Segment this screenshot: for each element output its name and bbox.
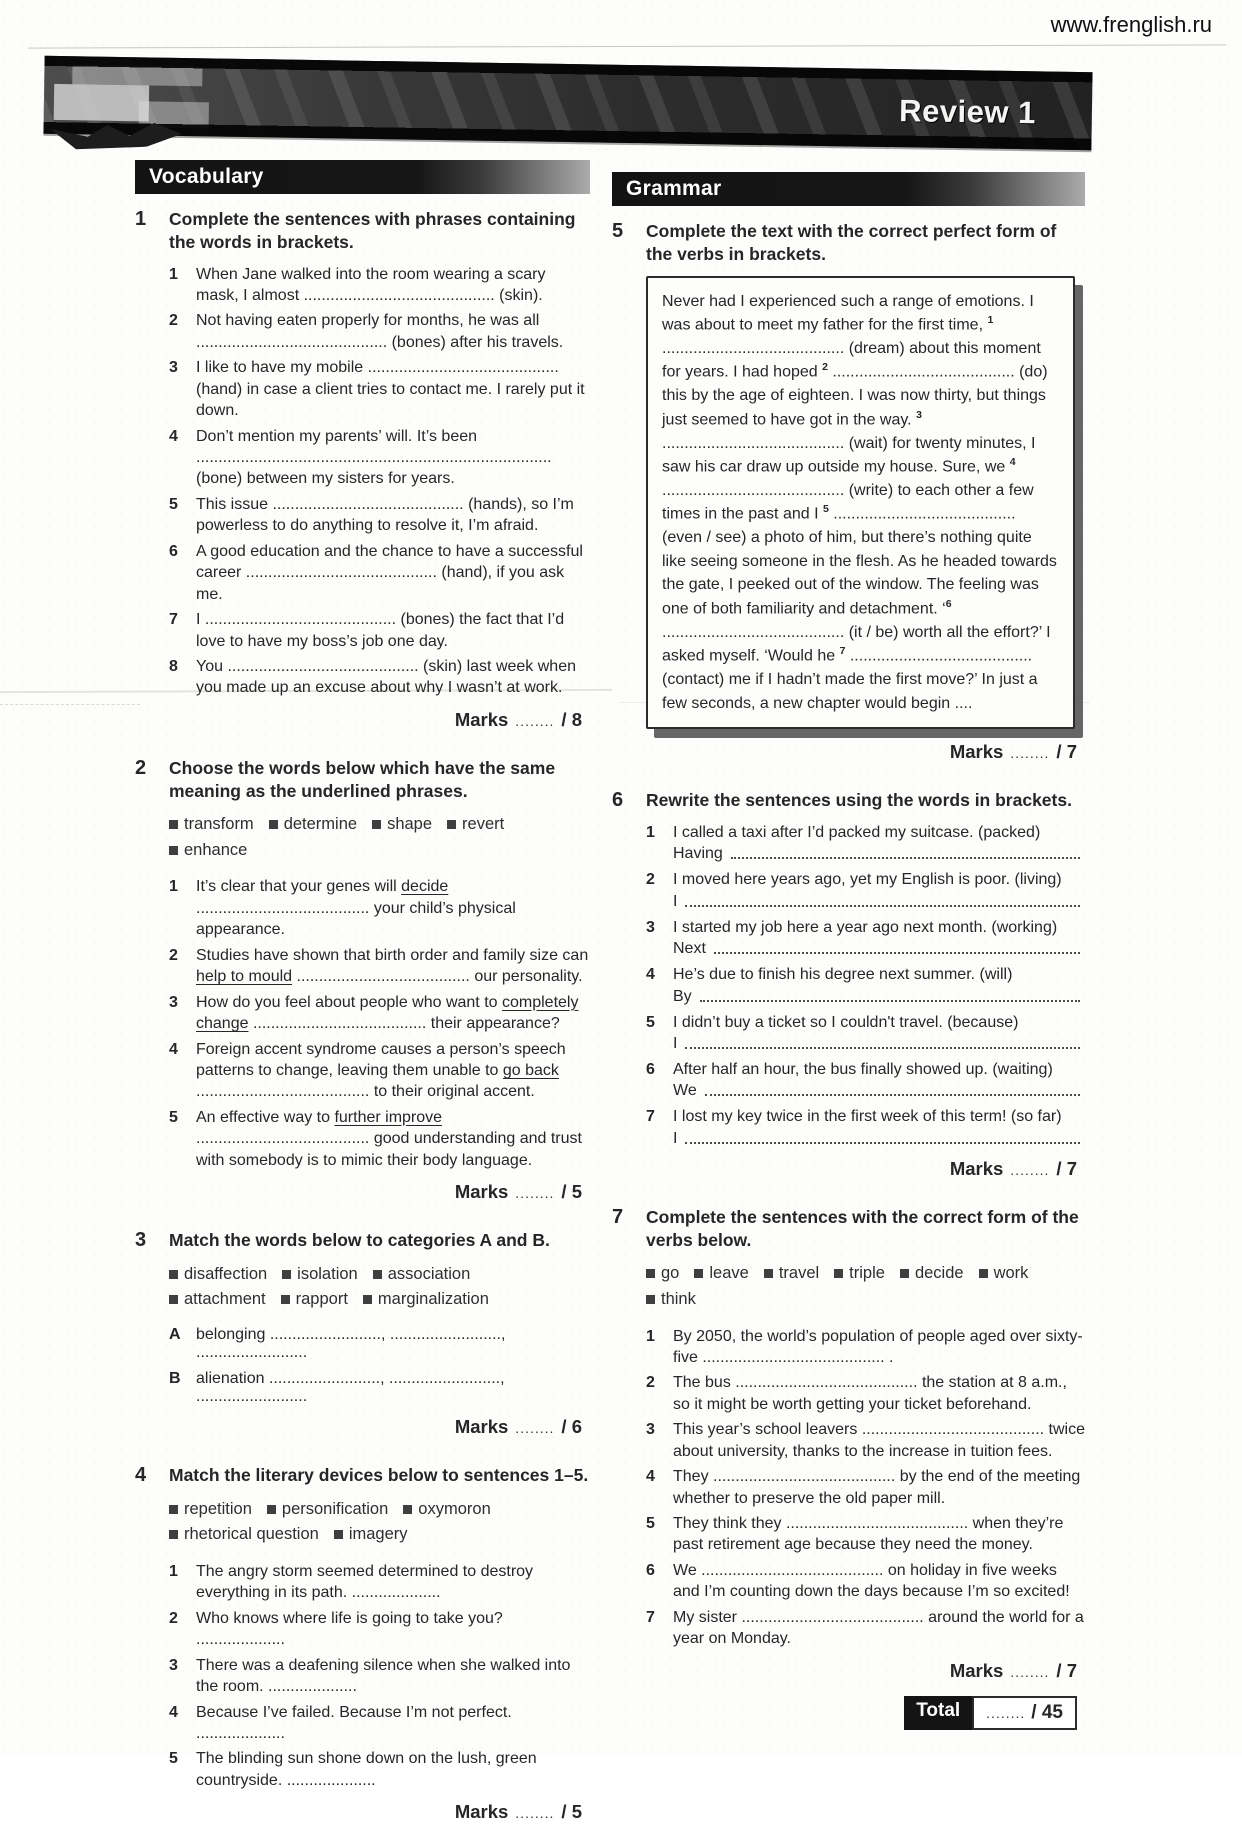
marks-row <box>169 709 582 731</box>
total-label: Total <box>904 1696 972 1730</box>
review-banner <box>43 56 1092 150</box>
word-chip-label: marginalization <box>377 1290 489 1309</box>
item-row <box>646 1466 1085 1509</box>
marks-label: Marks <box>454 1181 509 1203</box>
word-chip-label: decide <box>914 1264 964 1283</box>
item-number: 5 <box>169 1108 178 1126</box>
bullet-square-icon <box>834 1269 843 1278</box>
item-row <box>169 310 590 353</box>
grammar-column <box>612 160 1085 1825</box>
category-text: alienation ........................., ........................., ......................... <box>196 1370 505 1405</box>
gap-fill-text: Never had I experienced such a range of emotions. I was about to meet my father for the first time, $^1$ ......................................... (dream) about this moment for years. I had hoped $^2$ ......................................... (do) this by the age of eighteen. I was now thirty, but things just seemed to have got in the way. $^3$ ......................................... (wait) for twenty minutes, I saw his car draw up outside my house. Sure, we $^4$ ......................................... (write) to each other a few times in the past and I $^5$ ......................................... (even / see) a photo of him, but there’s nothing quite like seeing someone in the flesh. As he headed towards the gate, I peeked out of the window. The feeling was one of both familiarity and detachment. ‘$^6$ ......................................... (it / be) worth all the effort?’ I asked myself. ‘Would he $^7$ ......................................... (contact) me if I hadn’t made the first move?’ In just a few seconds, a new chapter would begin .... <box>662 292 1057 712</box>
content-columns <box>135 160 1085 1825</box>
bullet-square-icon <box>169 1505 178 1514</box>
category-row <box>169 1326 590 1362</box>
item-text: Foreign accent syndrome causes a person’s speech patterns to change, leaving them unable to go back ....................................... to their original accent. <box>196 1040 566 1101</box>
total-row <box>646 1696 1077 1730</box>
bullet-square-icon <box>764 1269 773 1278</box>
item-number: 3 <box>169 993 178 1011</box>
item-number: 7 <box>646 1108 655 1126</box>
answer-starter: Next <box>673 940 706 958</box>
item-row <box>169 876 590 940</box>
item-number: 4 <box>169 1040 178 1058</box>
answer-line <box>673 940 1083 958</box>
scan-artifact-line <box>0 704 140 705</box>
item-text: When Jane walked into the room wearing a scary mask, I almost ........................................... (skin). <box>196 265 546 304</box>
exercise-1 <box>135 208 590 733</box>
word-chip-label: think <box>661 1289 696 1308</box>
underlined-phrase: completely change <box>196 993 579 1033</box>
word-chip <box>834 1261 885 1287</box>
marks-row <box>169 1801 582 1823</box>
marks-row <box>169 1181 582 1203</box>
blank-number: 6 <box>945 597 952 610</box>
item-text: You ........................................... (skin) last week when you made up an excuse about why I wasn’t at work. <box>196 657 576 697</box>
underlined-phrase: help to mould <box>196 968 293 986</box>
item-number: 2 <box>169 1609 178 1627</box>
exercise-number: 6 <box>612 789 624 812</box>
underlined-phrase: go back <box>502 1061 559 1079</box>
item-number: 5 <box>646 1515 655 1533</box>
word-chip <box>646 1287 696 1313</box>
word-chip <box>646 1261 679 1287</box>
section-header-vocabulary: Vocabulary <box>135 160 590 194</box>
word-chip-label: triple <box>849 1264 885 1283</box>
word-chip-label: transform <box>184 815 254 834</box>
item-text: Studies have shown that birth order and family size can help to mould ....................................... our personality. <box>196 946 589 986</box>
word-list <box>169 1262 590 1313</box>
answer-line <box>673 845 1083 863</box>
bullet-square-icon <box>282 1270 291 1279</box>
exercise-title: Complete the sentences with phrases containing the words in brackets. <box>169 209 576 252</box>
item-row <box>646 1326 1085 1369</box>
word-list <box>169 1497 590 1548</box>
word-chip-label: rhetorical question <box>184 1525 319 1544</box>
item-row <box>169 656 590 699</box>
marks-row <box>169 1416 582 1438</box>
item-text: How do you feel about people who want to completely change ....................................... their appearance? <box>196 993 579 1033</box>
item-row <box>169 494 590 537</box>
item-number: 2 <box>646 1374 655 1392</box>
marks-value: / 6 <box>561 1416 582 1437</box>
word-chip <box>282 1262 358 1288</box>
word-chip-label: enhance <box>184 840 248 859</box>
bullet-square-icon <box>646 1269 655 1278</box>
item-row <box>646 1607 1085 1650</box>
item-text: He’s due to finish his degree next summer. (will) <box>673 966 1013 984</box>
item-text: The angry storm seemed determined to destroy everything in its path. .................... <box>196 1562 534 1602</box>
total-box <box>972 1696 1077 1730</box>
watermark: www.frenglish.ru <box>1050 12 1212 37</box>
underlined-phrase: decide <box>401 878 449 896</box>
item-number: 6 <box>169 542 178 560</box>
item-number: 1 <box>646 823 655 841</box>
dotted-blank <box>705 1082 1080 1096</box>
exercise-3 <box>135 1229 590 1440</box>
item-text: This year’s school leavers ......................................... twice about university, thanks to the increase in tuition fees. <box>673 1421 1085 1460</box>
item-text: By 2050, the world’s population of people aged over sixty-five ......................................... . <box>673 1327 1083 1366</box>
item-number: 1 <box>169 878 178 896</box>
bullet-square-icon <box>979 1269 988 1278</box>
marks-label: Marks <box>454 708 509 730</box>
word-chip <box>373 1262 471 1288</box>
exercise-6 <box>612 789 1085 1182</box>
exercise-title: Choose the words below which have the same meaning as the underlined phrases. <box>169 757 556 801</box>
category-label: B <box>169 1370 181 1387</box>
item-number: 4 <box>169 427 178 445</box>
item-row <box>169 357 590 421</box>
marks-value: / 7 <box>1056 1659 1077 1681</box>
exercise-number: 4 <box>135 1464 147 1486</box>
item-row <box>646 1419 1085 1462</box>
answer-starter: I <box>673 892 678 910</box>
item-text: I like to have my mobile ........................................... (hand) in case a client tries to contact me. I rarely put it down. <box>196 359 585 420</box>
item-row <box>169 264 590 307</box>
blank-number: 1 <box>987 314 994 327</box>
item-number: 6 <box>646 1061 655 1079</box>
bullet-square-icon <box>694 1269 703 1278</box>
grammar-text-box <box>646 276 1075 730</box>
exercise-7 <box>612 1206 1085 1730</box>
word-chip <box>403 1497 490 1523</box>
blank-number: 3 <box>916 408 922 421</box>
item-row <box>646 1106 1085 1147</box>
marks-blank: ........ <box>1010 1663 1050 1680</box>
word-chip <box>363 1287 489 1313</box>
marks-label: Marks <box>454 1416 509 1437</box>
total-blank: ........ <box>986 1704 1026 1721</box>
item-number: 4 <box>646 1468 655 1486</box>
blank-number: 4 <box>1009 456 1016 469</box>
item-number: 6 <box>646 1561 655 1579</box>
exercise-number: 2 <box>135 756 147 779</box>
answer-line <box>673 1130 1083 1148</box>
answer-starter: We <box>673 1082 697 1100</box>
marks-label: Marks <box>949 1157 1004 1179</box>
exercise-title: Match the words below to categories A and B. <box>169 1230 550 1251</box>
word-chip-label: disaffection <box>184 1264 268 1283</box>
item-row <box>646 1513 1085 1556</box>
dotted-blank <box>685 1130 1080 1144</box>
exercise-number: 5 <box>612 220 624 242</box>
item-number: 4 <box>169 1703 178 1721</box>
item-text: I didn’t buy a ticket so I couldn't travel. (because) <box>673 1013 1019 1031</box>
item-text: It’s clear that your genes will decide ....................................... your child’s physical appearance. <box>196 878 516 939</box>
word-chip-label: isolation <box>297 1264 358 1283</box>
word-chip <box>900 1261 964 1287</box>
item-text: I called a taxi after I’d packed my suitcase. (packed) <box>673 823 1041 841</box>
marks-label: Marks <box>949 741 1004 763</box>
bullet-square-icon <box>169 1270 178 1279</box>
item-row <box>169 1107 590 1171</box>
bullet-square-icon <box>447 820 456 829</box>
item-text: There was a deafening silence when she walked into the room. .................... <box>196 1656 571 1696</box>
bullet-square-icon <box>269 820 278 829</box>
item-row <box>169 945 590 988</box>
item-number: 5 <box>169 495 178 513</box>
vocabulary-column <box>135 160 590 1825</box>
item-text: The blinding sun shone down on the lush, green countryside. .................... <box>196 1750 537 1789</box>
word-chip <box>269 812 357 838</box>
item-text: After half an hour, the bus finally showed up. (waiting) <box>673 1061 1053 1079</box>
category-label: A <box>169 1326 181 1343</box>
marks-value: / 7 <box>1056 1157 1077 1179</box>
exercise-title: Complete the text with the correct perfect form of the verbs in brackets. <box>646 221 1057 264</box>
item-row <box>646 1059 1085 1100</box>
item-number: 7 <box>169 611 178 629</box>
item-text: A good education and the chance to have a successful career ........................................... (hand), if you ask me. <box>196 542 583 603</box>
item-row <box>646 869 1085 910</box>
exercise-4 <box>135 1464 590 1825</box>
word-chip-label: rapport <box>295 1290 348 1309</box>
section-header-grammar: Grammar <box>612 172 1085 206</box>
word-chip <box>267 1497 388 1523</box>
bullet-square-icon <box>281 1295 290 1304</box>
exercise-number: 1 <box>135 208 147 230</box>
marks-label: Marks <box>454 1801 509 1823</box>
item-number: 2 <box>646 871 655 889</box>
marks-row <box>646 1158 1077 1180</box>
item-row <box>169 1655 590 1698</box>
word-chip-label: shape <box>387 815 433 834</box>
bullet-square-icon <box>169 1530 178 1539</box>
word-chip-label: association <box>387 1264 471 1283</box>
marks-label: Marks <box>949 1659 1004 1681</box>
item-text: Who knows where life is going to take you? .................... <box>196 1609 503 1649</box>
bullet-square-icon <box>169 820 178 829</box>
item-number: 1 <box>169 1562 178 1580</box>
marks-blank: ........ <box>515 712 555 729</box>
answer-starter: By <box>673 987 692 1005</box>
item-text: Because I’ve failed. Because I’m not perfect. .................... <box>196 1703 512 1742</box>
category-text: belonging ........................., ........................., ......................... <box>196 1326 506 1361</box>
answer-line <box>673 988 1083 1006</box>
item-text: I started my job here a year ago next month. (working) <box>673 918 1058 936</box>
answer-starter: I <box>673 1035 678 1053</box>
word-chip-label: leave <box>709 1264 749 1283</box>
word-chip <box>694 1261 748 1287</box>
item-row <box>169 1702 590 1745</box>
item-number: 1 <box>646 1327 655 1345</box>
item-row <box>169 541 590 605</box>
answer-line <box>673 893 1083 911</box>
item-number: 5 <box>646 1013 655 1031</box>
bullet-square-icon <box>403 1505 412 1514</box>
marks-row <box>646 1660 1077 1682</box>
word-chip <box>764 1261 819 1287</box>
item-number: 1 <box>169 265 178 283</box>
item-text: An effective way to further improve ....................................... good understanding and trust with somebody is to mimic their body language. <box>196 1108 582 1169</box>
item-number: 7 <box>646 1608 655 1626</box>
exercise-2 <box>135 757 590 1205</box>
marks-blank: ........ <box>515 1420 555 1436</box>
word-list <box>169 812 590 863</box>
word-chip <box>169 1262 267 1288</box>
item-row <box>169 1039 590 1103</box>
item-text: This issue ........................................... (hands), so I’m powerless to do anything to resolve it, I’m afraid. <box>196 495 574 535</box>
answer-line <box>673 1082 1083 1100</box>
marks-row <box>646 741 1077 763</box>
word-chip <box>372 812 432 838</box>
blank-number: 7 <box>839 645 846 658</box>
bullet-square-icon <box>900 1269 909 1278</box>
word-chip-label: travel <box>778 1264 820 1283</box>
bullet-square-icon <box>372 820 381 829</box>
underlined-phrase: further improve <box>334 1108 443 1126</box>
item-row <box>169 1561 590 1604</box>
word-chip <box>169 1497 252 1523</box>
exercise-title: Complete the sentences with the correct form of the verbs below. <box>646 1206 1079 1250</box>
bullet-square-icon <box>169 846 178 855</box>
marks-blank: ........ <box>1010 1161 1050 1178</box>
total-value: / 45 <box>1031 1701 1063 1723</box>
marks-blank: ........ <box>515 1805 555 1822</box>
word-chip-label: repetition <box>184 1499 252 1518</box>
banner-title: Review 1 <box>898 93 1037 131</box>
item-number: 2 <box>169 946 178 964</box>
dotted-blank <box>731 845 1080 859</box>
item-row <box>169 609 590 652</box>
item-text: I moved here years ago, yet my English is poor. (living) <box>673 871 1062 889</box>
word-chip <box>169 1522 319 1548</box>
word-chip <box>979 1261 1029 1287</box>
item-row <box>646 1012 1085 1053</box>
divider-line <box>28 44 1226 48</box>
item-text: We ......................................... on holiday in five weeks and I’m counting down the days because I’m so excited! <box>673 1561 1070 1601</box>
word-chip-label: work <box>993 1264 1029 1283</box>
bullet-square-icon <box>363 1295 372 1304</box>
item-row <box>646 1560 1085 1603</box>
word-chip <box>447 812 504 838</box>
marks-value: / 8 <box>561 708 582 730</box>
marks-value: / 5 <box>561 1181 582 1203</box>
word-chip-label: revert <box>462 815 505 834</box>
dotted-blank <box>714 940 1080 954</box>
item-text: Not having eaten properly for months, he was all ........................................... (bones) after his travels. <box>196 312 564 351</box>
word-chip-label: attachment <box>184 1290 266 1309</box>
item-row <box>169 1608 590 1651</box>
marks-blank: ........ <box>515 1185 555 1202</box>
answer-line <box>673 1035 1083 1053</box>
bullet-square-icon <box>267 1505 276 1514</box>
word-list <box>646 1261 1085 1312</box>
item-row <box>646 1372 1085 1415</box>
marks-value: / 7 <box>1056 741 1077 763</box>
bullet-square-icon <box>334 1530 343 1539</box>
exercise-number: 3 <box>135 1229 147 1252</box>
word-chip <box>334 1522 408 1548</box>
exercise-number: 7 <box>612 1205 624 1228</box>
item-row <box>169 992 590 1035</box>
blank-number: 2 <box>822 361 828 374</box>
item-number: 4 <box>646 966 655 984</box>
item-number: 3 <box>169 359 178 377</box>
dotted-blank <box>685 1035 1080 1049</box>
word-chip-label: determine <box>283 815 358 834</box>
item-text: They think they ......................................... when they’re past retirement age because they need the money. <box>673 1515 1064 1554</box>
item-row <box>646 964 1085 1005</box>
item-text: My sister ......................................... around the world for a year on Monday. <box>673 1608 1084 1648</box>
item-text: They ......................................... by the end of the meeting whether to preserve the old paper mill. <box>673 1468 1081 1507</box>
word-chip-label: personification <box>281 1499 389 1518</box>
item-row <box>646 822 1085 863</box>
blank-number: 5 <box>822 503 829 516</box>
word-chip <box>169 812 254 838</box>
item-text: I ........................................... (bones) the fact that I’d love to have my boss’s job one day. <box>196 611 565 650</box>
exercise-5 <box>612 220 1085 765</box>
item-number: 3 <box>646 918 655 936</box>
dotted-blank <box>700 988 1080 1002</box>
item-text: The bus ......................................... the station at 8 a.m., so it might be worth getting your ticket beforehand. <box>673 1374 1067 1413</box>
category-row <box>169 1370 590 1406</box>
exercise-title: Match the literary devices below to sentences 1–5. <box>169 1465 589 1485</box>
bullet-square-icon <box>169 1295 178 1304</box>
item-text: I lost my key twice in the first week of this term! (so far) <box>673 1108 1062 1126</box>
item-row <box>169 426 590 490</box>
exercise-title: Rewrite the sentences using the words in brackets. <box>646 790 1072 811</box>
answer-starter: Having <box>673 845 723 863</box>
word-chip <box>169 1287 266 1313</box>
dotted-blank <box>685 893 1080 907</box>
word-chip <box>169 838 247 864</box>
item-number: 5 <box>169 1750 178 1768</box>
item-number: 3 <box>646 1421 655 1439</box>
item-number: 2 <box>169 312 178 330</box>
bullet-square-icon <box>646 1295 655 1304</box>
item-row <box>169 1748 590 1791</box>
item-number: 3 <box>169 1656 178 1674</box>
word-chip <box>281 1287 348 1313</box>
item-text: Don’t mention my parents’ will. It’s been ................................................................................ (bone) between my sisters for years. <box>196 427 552 488</box>
word-chip-label: imagery <box>348 1525 408 1544</box>
marks-value: / 5 <box>561 1801 582 1823</box>
word-chip-label: go <box>661 1264 680 1283</box>
marks-blank: ........ <box>1010 745 1050 762</box>
item-row <box>646 917 1085 958</box>
item-number: 8 <box>169 657 178 675</box>
bullet-square-icon <box>373 1270 382 1279</box>
word-chip-label: oxymoron <box>418 1499 491 1518</box>
answer-starter: I <box>673 1129 678 1147</box>
